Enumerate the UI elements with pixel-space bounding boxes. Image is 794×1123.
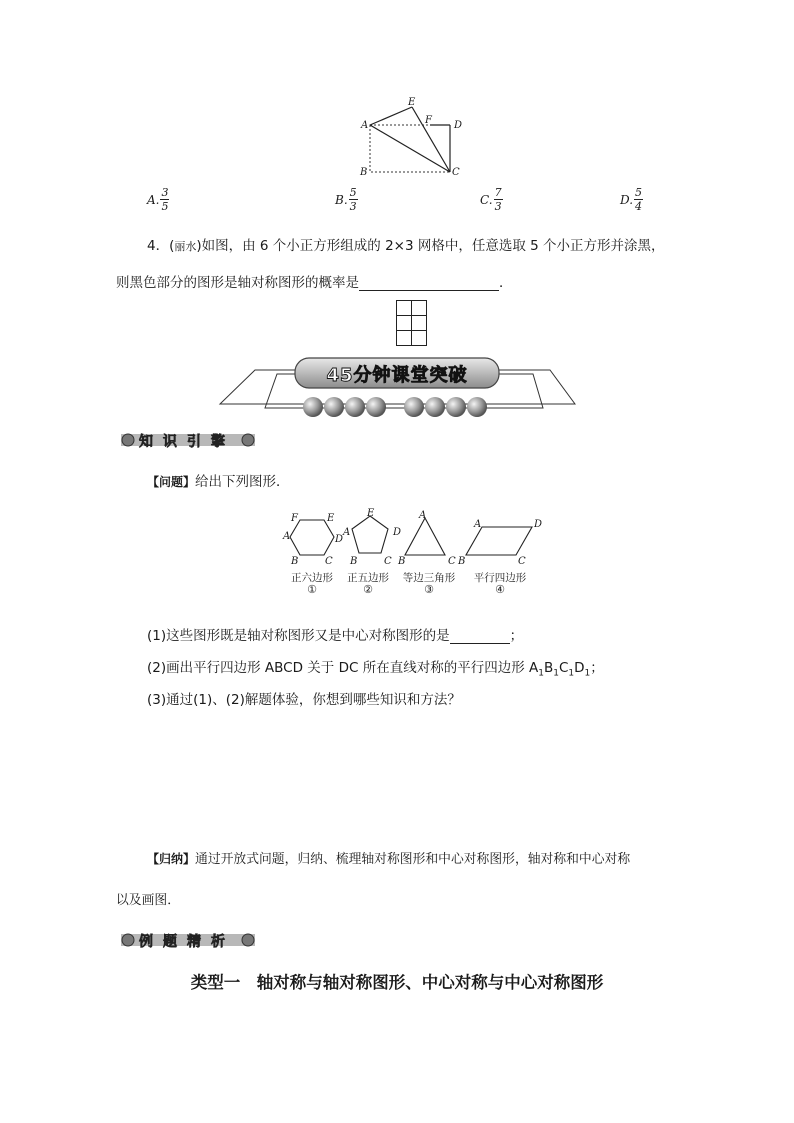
hex-label-B: B (291, 556, 299, 567)
fig1-label-A: A (361, 120, 369, 131)
fig1-label-D: D (454, 120, 463, 131)
para-label-A: A (474, 519, 482, 530)
answer-blank[interactable] (359, 276, 499, 291)
banner-title: 45分钟课堂突破 (326, 365, 468, 386)
choice-b[interactable]: B. $\frac{5}{3}$ (335, 186, 357, 213)
pent-label-A: A (343, 527, 351, 538)
tri-label-B: B (398, 556, 406, 567)
question-4-line1: 4．(丽水)如图，由 6 个小正方形组成的 2×3 网格中，任意选取 5 个小正方形并涂黑， (147, 238, 665, 254)
fig1-label-E: E (408, 97, 416, 108)
hex-label-F: F (291, 513, 298, 524)
pent-label-B: B (350, 556, 358, 567)
sub-question-3: (3)通过(1)、(2)解题体验，你想到哪些知识和方法？ (147, 692, 461, 708)
shape-number-2: ② (363, 583, 373, 596)
problem-intro: 【问题】给出下列图形． (147, 474, 290, 490)
question-4-line2: 则黑色部分的图形是轴对称图形的概率是 ． (116, 275, 513, 291)
pent-label-C: C (384, 556, 392, 567)
fraction: $\frac{7}{3}$ (494, 186, 502, 213)
tri-label-C: C (448, 556, 456, 567)
hex-label-A: A (283, 531, 291, 542)
shape-number-1: ① (307, 583, 317, 596)
sub-question-2: (2)画出平行四边形 ABCD 关于 DC 所在直线对称的平行四边形 $A_1B_1C_1D_1$； (147, 660, 604, 679)
shape-number-3: ③ (424, 583, 434, 596)
fraction: $\frac{5}{3}$ (349, 186, 357, 213)
hex-label-E: E (327, 513, 335, 524)
pent-label-E: E (367, 508, 375, 519)
fig1-label-B: B (360, 167, 368, 178)
para-label-C: C (518, 556, 526, 567)
shape-caption-triangle: 等边三角形 (402, 572, 456, 584)
sub-question-1: (1)这些图形既是轴对称图形又是中心对称图形的是 ； (147, 628, 524, 644)
choice-c[interactable]: C. $\frac{7}{3}$ (480, 186, 502, 213)
summary-line1: 【归纳】通过开放式问题，归纳、梳理轴对称图形和中心对称图形，轴对称和中心对称 (147, 852, 631, 867)
pent-label-D: D (393, 527, 402, 538)
grid-2x3-figure (396, 300, 428, 346)
fig1-label-F: F (425, 115, 432, 126)
summary-line2: 以及画图． (116, 893, 180, 908)
hex-label-D: D (335, 534, 344, 545)
shape-number-4: ④ (495, 583, 505, 596)
tri-label-A: A (419, 510, 427, 521)
hex-label-C: C (325, 556, 333, 567)
para-label-B: B (458, 556, 466, 567)
shape-caption-pentagon: 正五边形 (347, 572, 389, 584)
para-label-D: D (534, 519, 543, 530)
problem-tag: 【问题】 (147, 475, 196, 489)
shapes-figure (280, 510, 550, 568)
shape-caption-parallelogram: 平行四边形 (473, 572, 527, 584)
question-source: 丽水 (174, 240, 197, 253)
choice-a[interactable]: A. $\frac{3}{5}$ (147, 186, 169, 213)
choice-d[interactable]: D. $\frac{5}{4}$ (620, 186, 643, 213)
type-1-title: 类型一 轴对称与轴对称图形、中心对称与中心对称图形 (190, 973, 604, 992)
shape-caption-hexagon: 正六边形 (291, 572, 333, 584)
answer-blank[interactable] (450, 629, 510, 644)
fig1-label-C: C (452, 167, 460, 178)
summary-tag: 【归纳】 (147, 852, 196, 866)
fraction: $\frac{5}{4}$ (635, 186, 643, 213)
fraction: $\frac{3}{5}$ (161, 186, 169, 213)
